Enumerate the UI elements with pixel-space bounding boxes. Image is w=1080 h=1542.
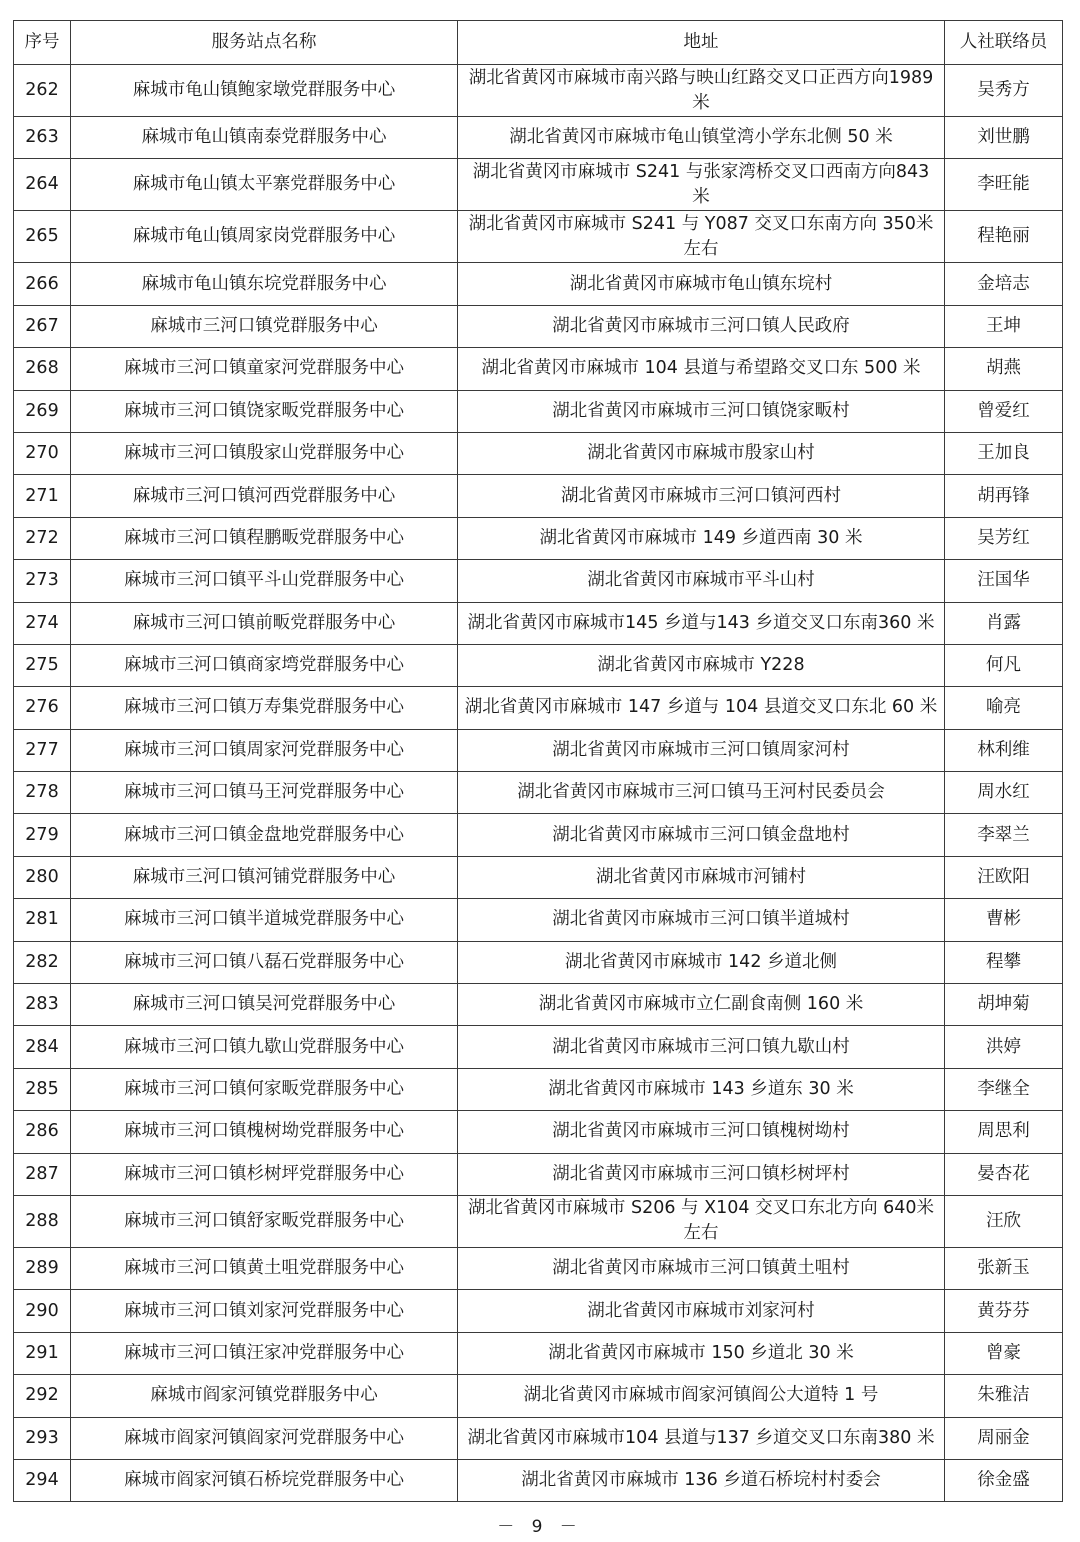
cell-station-name: 麻城市三河口镇汪家冲党群服务中心 [71,1332,458,1374]
cell-serial-number: 274 [14,602,71,644]
cell-station-name: 麻城市龟山镇周家岗党群服务中心 [71,211,458,263]
cell-address: 湖北省黄冈市麻城市平斗山村 [458,560,945,602]
table-row [14,814,1063,856]
cell-station-name: 麻城市三河口镇童家河党群服务中心 [71,348,458,390]
cell-serial-number: 265 [14,211,71,263]
table-row [14,475,1063,517]
cell-serial-number: 277 [14,729,71,771]
table-row [14,1111,1063,1153]
cell-address: 湖北省黄冈市麻城市145 乡道与143 乡道交叉口东南360 米 [458,602,945,644]
cell-address: 湖北省黄冈市麻城市三河口镇周家河村 [458,729,945,771]
cell-contact-person: 汪欧阳 [945,856,1063,898]
cell-station-name: 麻城市阎家河镇石桥垸党群服务中心 [71,1459,458,1501]
table-row [14,984,1063,1026]
table-body [14,65,1063,1502]
cell-contact-person: 李旺能 [945,159,1063,211]
cell-address: 湖北省黄冈市麻城市三河口镇槐树坳村 [458,1111,945,1153]
cell-contact-person: 晏杏花 [945,1153,1063,1195]
cell-serial-number: 268 [14,348,71,390]
cell-serial-number: 262 [14,65,71,117]
cell-station-name: 麻城市三河口镇河铺党群服务中心 [71,856,458,898]
table-row [14,1417,1063,1459]
cell-address: 湖北省黄冈市麻城市三河口镇河西村 [458,475,945,517]
cell-station-name: 麻城市三河口镇平斗山党群服务中心 [71,560,458,602]
table-row [14,1290,1063,1332]
cell-address: 湖北省黄冈市麻城市阎家河镇阎公大道特 1 号 [458,1375,945,1417]
table-row [14,117,1063,159]
cell-address: 湖北省黄冈市麻城市 104 县道与希望路交叉口东 500 米 [458,348,945,390]
cell-contact-person: 李翠兰 [945,814,1063,856]
cell-address: 湖北省黄冈市麻城市 143 乡道东 30 米 [458,1068,945,1110]
cell-serial-number: 294 [14,1459,71,1501]
table-row [14,1375,1063,1417]
table-row [14,729,1063,771]
table-row [14,65,1063,117]
cell-contact-person: 王坤 [945,305,1063,347]
cell-contact-person: 曾豪 [945,1332,1063,1374]
cell-address: 湖北省黄冈市麻城市三河口镇半道城村 [458,899,945,941]
cell-serial-number: 288 [14,1195,71,1247]
table-header-row [14,21,1063,65]
cell-address: 湖北省黄冈市麻城市三河口镇金盘地村 [458,814,945,856]
cell-contact-person: 王加良 [945,432,1063,474]
cell-contact-person: 何凡 [945,644,1063,686]
cell-serial-number: 284 [14,1026,71,1068]
page-number: － 9 － [497,1517,583,1537]
table-row [14,856,1063,898]
cell-serial-number: 264 [14,159,71,211]
cell-station-name: 麻城市阎家河镇阎家河党群服务中心 [71,1417,458,1459]
cell-station-name: 麻城市三河口镇杉树坪党群服务中心 [71,1153,458,1195]
cell-contact-person: 曹彬 [945,899,1063,941]
cell-station-name: 麻城市三河口镇何家畈党群服务中心 [71,1068,458,1110]
table-row [14,390,1063,432]
cell-serial-number: 280 [14,856,71,898]
table-row [14,305,1063,347]
cell-serial-number: 273 [14,560,71,602]
cell-contact-person: 张新玉 [945,1247,1063,1289]
cell-address: 湖北省黄冈市麻城市 136 乡道石桥垸村村委会 [458,1459,945,1501]
cell-contact-person: 洪婷 [945,1026,1063,1068]
cell-contact-person: 汪国华 [945,560,1063,602]
cell-serial-number: 263 [14,117,71,159]
cell-station-name: 麻城市三河口镇九歇山党群服务中心 [71,1026,458,1068]
cell-address: 湖北省黄冈市麻城市三河口镇九歇山村 [458,1026,945,1068]
cell-contact-person: 程攀 [945,941,1063,983]
cell-contact-person: 黄芬芬 [945,1290,1063,1332]
cell-serial-number: 282 [14,941,71,983]
cell-contact-person: 周丽金 [945,1417,1063,1459]
cell-serial-number: 275 [14,644,71,686]
cell-station-name: 麻城市三河口镇舒家畈党群服务中心 [71,1195,458,1247]
cell-station-name: 麻城市三河口镇殷家山党群服务中心 [71,432,458,474]
cell-address: 湖北省黄冈市麻城市 147 乡道与 104 县道交叉口东北 60 米 [458,687,945,729]
table-row [14,772,1063,814]
cell-serial-number: 271 [14,475,71,517]
cell-serial-number: 283 [14,984,71,1026]
cell-address: 湖北省黄冈市麻城市龟山镇东垸村 [458,263,945,305]
cell-station-name: 麻城市三河口镇刘家河党群服务中心 [71,1290,458,1332]
cell-station-name: 麻城市三河口镇吴河党群服务中心 [71,984,458,1026]
cell-address: 湖北省黄冈市麻城市 S241 与 Y087 交叉口东南方向 350米左右 [458,211,945,263]
cell-serial-number: 292 [14,1375,71,1417]
cell-station-name: 麻城市三河口镇周家河党群服务中心 [71,729,458,771]
cell-serial-number: 267 [14,305,71,347]
cell-address: 湖北省黄冈市麻城市 Y228 [458,644,945,686]
cell-station-name: 麻城市三河口镇马王河党群服务中心 [71,772,458,814]
cell-address: 湖北省黄冈市麻城市立仁副食南侧 160 米 [458,984,945,1026]
table-row [14,1153,1063,1195]
cell-station-name: 麻城市三河口镇程鹏畈党群服务中心 [71,517,458,559]
cell-address: 湖北省黄冈市麻城市河铺村 [458,856,945,898]
table-row [14,1026,1063,1068]
cell-contact-person: 胡燕 [945,348,1063,390]
table-row [14,517,1063,559]
cell-serial-number: 281 [14,899,71,941]
cell-address: 湖北省黄冈市麻城市三河口镇马王河村民委员会 [458,772,945,814]
cell-contact-person: 金培志 [945,263,1063,305]
cell-address: 湖北省黄冈市麻城市南兴路与映山红路交叉口正西方向1989 米 [458,65,945,117]
cell-contact-person: 胡坤菊 [945,984,1063,1026]
cell-station-name: 麻城市三河口镇饶家畈党群服务中心 [71,390,458,432]
cell-station-name: 麻城市三河口镇河西党群服务中心 [71,475,458,517]
cell-station-name: 麻城市三河口镇商家塆党群服务中心 [71,644,458,686]
cell-address: 湖北省黄冈市麻城市三河口镇饶家畈村 [458,390,945,432]
cell-station-name: 麻城市阎家河镇党群服务中心 [71,1375,458,1417]
cell-address: 湖北省黄冈市麻城市 S241 与张家湾桥交叉口西南方向843 米 [458,159,945,211]
cell-serial-number: 285 [14,1068,71,1110]
cell-address: 湖北省黄冈市麻城市 S206 与 X104 交叉口东北方向 640米左右 [458,1195,945,1247]
cell-contact-person: 曾爱红 [945,390,1063,432]
cell-contact-person: 汪欣 [945,1195,1063,1247]
cell-contact-person: 胡再锋 [945,475,1063,517]
cell-station-name: 麻城市三河口镇万寿集党群服务中心 [71,687,458,729]
cell-address: 湖北省黄冈市麻城市 142 乡道北侧 [458,941,945,983]
table-row [14,644,1063,686]
cell-serial-number: 272 [14,517,71,559]
cell-contact-person: 肖露 [945,602,1063,644]
cell-serial-number: 270 [14,432,71,474]
table-row [14,560,1063,602]
cell-contact-person: 李继全 [945,1068,1063,1110]
table-row [14,348,1063,390]
service-station-table [13,20,1063,1502]
header-contact-person: 人社联络员 [945,21,1063,65]
cell-contact-person: 吴芳红 [945,517,1063,559]
cell-station-name: 麻城市龟山镇东垸党群服务中心 [71,263,458,305]
cell-station-name: 麻城市三河口镇八磊石党群服务中心 [71,941,458,983]
cell-serial-number: 289 [14,1247,71,1289]
cell-address: 湖北省黄冈市麻城市殷家山村 [458,432,945,474]
cell-address: 湖北省黄冈市麻城市三河口镇黄土咀村 [458,1247,945,1289]
cell-station-name: 麻城市三河口镇党群服务中心 [71,305,458,347]
cell-contact-person: 林利维 [945,729,1063,771]
table-row [14,899,1063,941]
cell-address: 湖北省黄冈市麻城市104 县道与137 乡道交叉口东南380 米 [458,1417,945,1459]
cell-address: 湖北省黄冈市麻城市三河口镇人民政府 [458,305,945,347]
header-station-name: 服务站点名称 [71,21,458,65]
cell-station-name: 麻城市龟山镇鲍家墩党群服务中心 [71,65,458,117]
cell-station-name: 麻城市龟山镇南泰党群服务中心 [71,117,458,159]
service-station-table-container [13,20,1062,1502]
cell-contact-person: 吴秀方 [945,65,1063,117]
cell-contact-person: 朱雅洁 [945,1375,1063,1417]
table-row [14,159,1063,211]
cell-address: 湖北省黄冈市麻城市龟山镇堂湾小学东北侧 50 米 [458,117,945,159]
cell-serial-number: 286 [14,1111,71,1153]
cell-station-name: 麻城市龟山镇太平寨党群服务中心 [71,159,458,211]
cell-serial-number: 291 [14,1332,71,1374]
cell-serial-number: 287 [14,1153,71,1195]
cell-serial-number: 266 [14,263,71,305]
cell-contact-person: 程艳丽 [945,211,1063,263]
header-address: 地址 [458,21,945,65]
table-row [14,941,1063,983]
cell-station-name: 麻城市三河口镇半道城党群服务中心 [71,899,458,941]
table-row [14,211,1063,263]
cell-address: 湖北省黄冈市麻城市 150 乡道北 30 米 [458,1332,945,1374]
table-row [14,1332,1063,1374]
cell-address: 湖北省黄冈市麻城市三河口镇杉树坪村 [458,1153,945,1195]
cell-serial-number: 290 [14,1290,71,1332]
cell-serial-number: 279 [14,814,71,856]
cell-contact-person: 周水红 [945,772,1063,814]
table-row [14,1068,1063,1110]
cell-contact-person: 喻亮 [945,687,1063,729]
cell-station-name: 麻城市三河口镇金盘地党群服务中心 [71,814,458,856]
cell-contact-person: 刘世鹏 [945,117,1063,159]
cell-contact-person: 周思利 [945,1111,1063,1153]
cell-serial-number: 269 [14,390,71,432]
cell-serial-number: 293 [14,1417,71,1459]
table-row [14,432,1063,474]
table-row [14,1195,1063,1247]
cell-station-name: 麻城市三河口镇黄土咀党群服务中心 [71,1247,458,1289]
cell-contact-person: 徐金盛 [945,1459,1063,1501]
cell-serial-number: 276 [14,687,71,729]
table-row [14,687,1063,729]
cell-station-name: 麻城市三河口镇前畈党群服务中心 [71,602,458,644]
cell-serial-number: 278 [14,772,71,814]
table-row [14,263,1063,305]
table-row [14,1247,1063,1289]
cell-address: 湖北省黄冈市麻城市 149 乡道西南 30 米 [458,517,945,559]
table-row [14,602,1063,644]
cell-station-name: 麻城市三河口镇槐树坳党群服务中心 [71,1111,458,1153]
header-serial-number: 序号 [14,21,71,65]
cell-address: 湖北省黄冈市麻城市刘家河村 [458,1290,945,1332]
table-row [14,1459,1063,1501]
